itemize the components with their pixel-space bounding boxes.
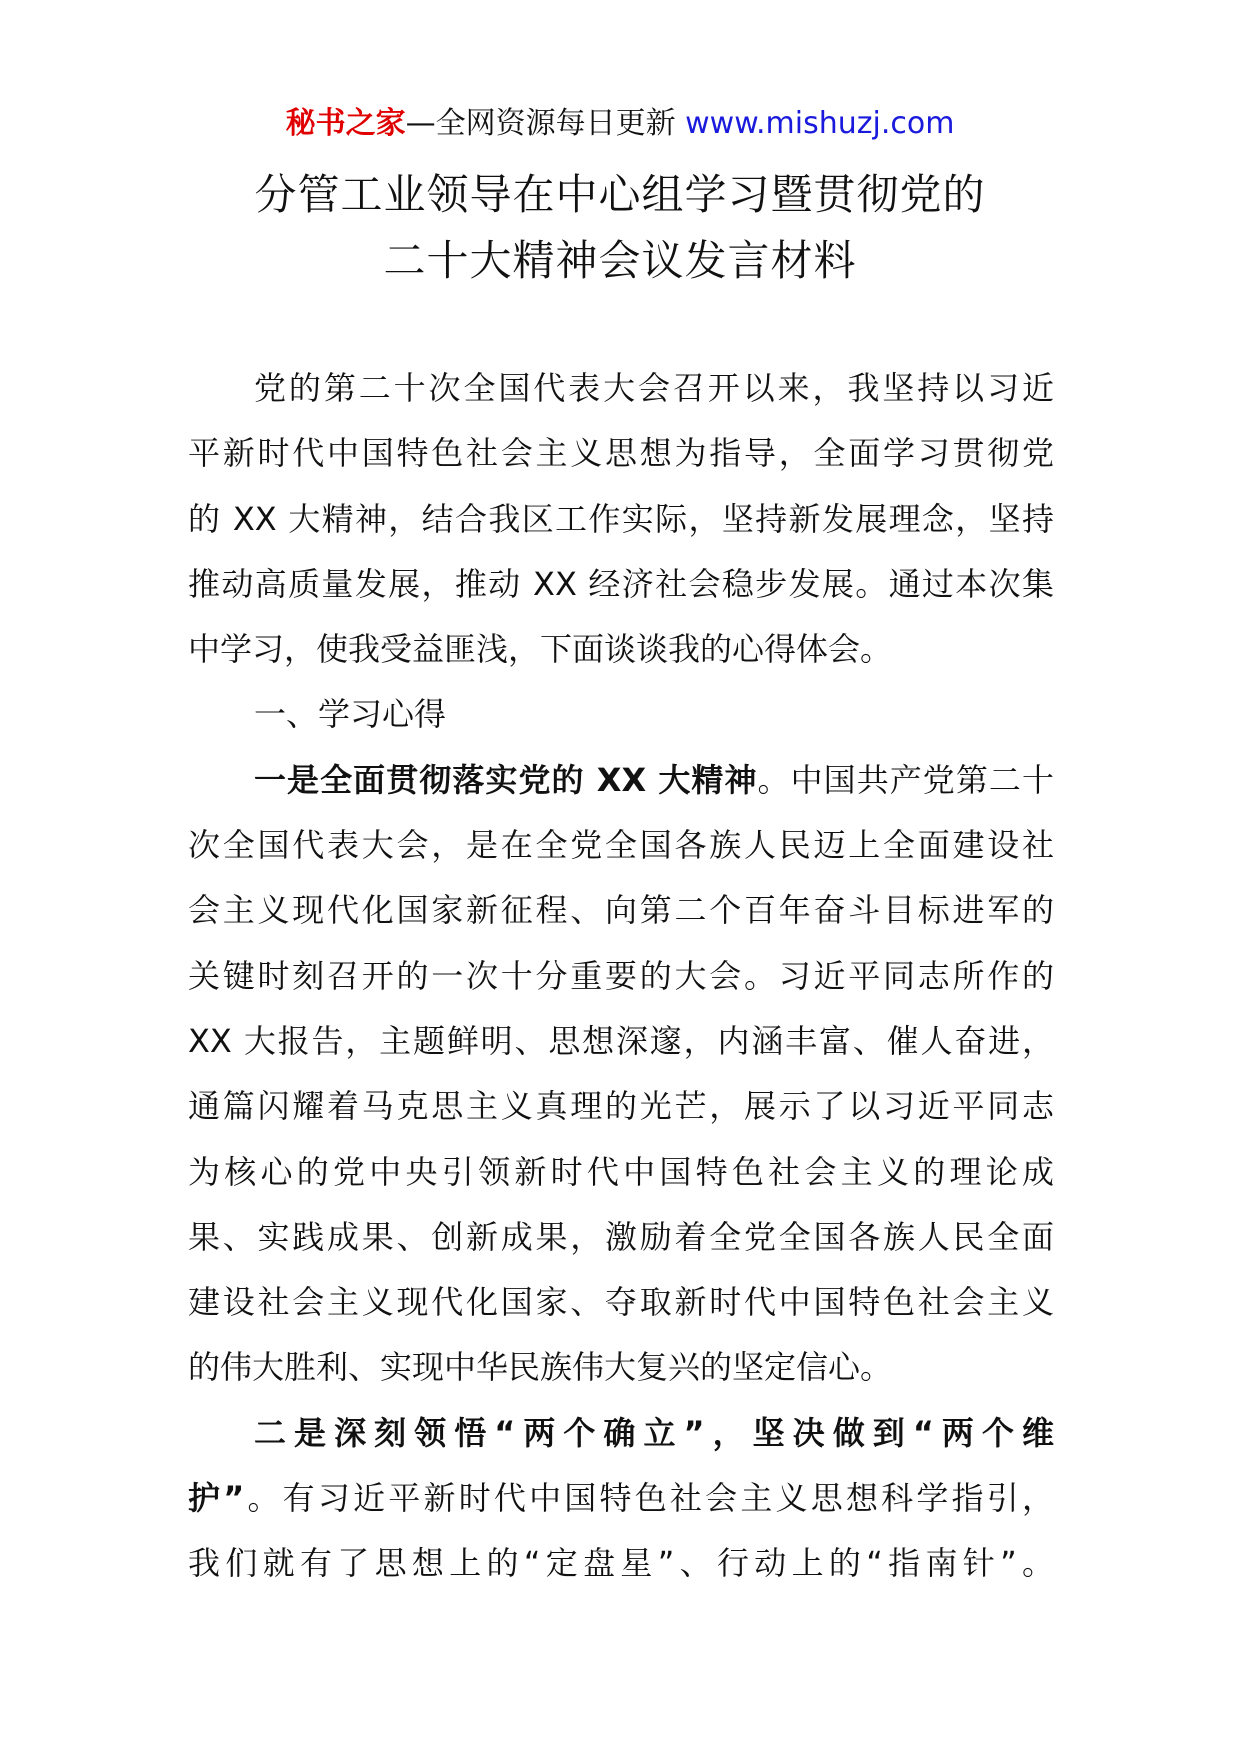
point2-text: 。有习近平新时代中国特色社会主义思想科学指引， [244,1479,1054,1518]
point1-line: 关键时刻召开的一次十分重要的大会。习近平同志所作的 [188,956,1054,995]
site-header [0,104,1240,144]
title-line-2: 二十大精神会议发言材料 [383,236,857,285]
site-url-link[interactable]: www.mishuzj.com [685,106,955,141]
point1-line: XX 大报告，主题鲜明、思想深邃，内涵丰富、催人奋进， [188,1021,1054,1060]
point1-line: 为核心的党中央引领新时代中国特色社会主义的理论成 [188,1152,1054,1191]
header-slogan: —全网资源每日更新 [405,106,686,141]
point1-heading: 一是全面贯彻落实党的 XX 大精神 [254,760,758,799]
point2-heading-line-1: 二是深刻领悟“两个确立”，坚决做到“两个维 [254,1413,1054,1452]
point1-line: 会主义现代化国家新征程、向第二个百年奋斗目标进军的 [188,891,1054,930]
document-title [0,162,1240,294]
point2-line-3: 我们就有了思想上的“定盘星”、行动上的“指南针”。 [188,1544,1054,1583]
para1-line: 中学习，使我受益匪浅，下面谈谈我的心得体会。 [188,630,893,669]
para1-line: 平新时代中国特色社会主义思想为指导，全面学习贯彻党 [188,434,1054,473]
para1-line: 的 XX 大精神，结合我区工作实际，坚持新发展理念，坚持 [188,499,1054,538]
section-heading: 一、学习心得 [254,695,447,734]
point1-line: 建设社会主义现代化国家、夺取新时代中国特色社会主义 [188,1283,1054,1322]
para1-line: 推动高质量发展，推动 XX 经济社会稳步发展。通过本次集 [188,564,1054,603]
point1-first-line [188,748,1054,813]
brand-name: 秘书之家 [285,106,406,141]
point1-line: 通篇闪耀着马克思主义真理的光芒，展示了以习近平同志 [188,1087,1054,1126]
para1-line: 党的第二十次全国代表大会召开以来，我坚持以习近 [254,369,1054,407]
title-line-1: 分管工业领导在中心组学习暨贯彻党的 [254,170,986,219]
point2-heading-end: 护” [188,1479,245,1518]
point1-line: 次全国代表大会，是在全党全国各族人民迈上全面建设社 [188,826,1054,865]
document-body [188,356,1054,1597]
point1-line: 果、实践成果、创新成果，激励着全党全国各族人民全面 [188,1217,1054,1256]
point1-line: 的伟大胜利、实现中华民族伟大复兴的坚定信心。 [188,1348,893,1387]
point1-first-text: 。中国共产党第二十 [757,760,1054,799]
point2-line-2 [188,1466,1054,1531]
